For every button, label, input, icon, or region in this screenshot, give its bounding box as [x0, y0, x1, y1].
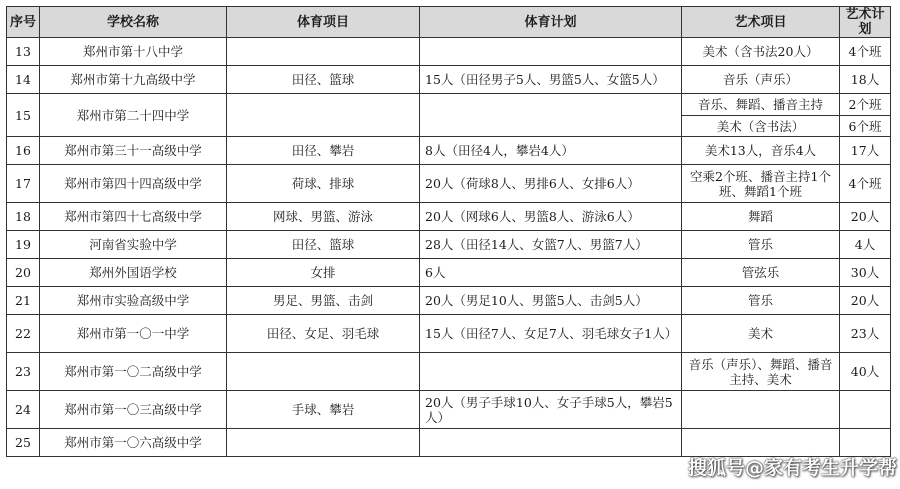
- header-school: 学校名称: [40, 7, 227, 38]
- cell-art-items: 美术（含书法）: [682, 116, 840, 137]
- cell-art-plan: 20人: [840, 203, 891, 231]
- cell-art-plan: 18人: [840, 66, 891, 94]
- cell-sports-items: 男足、男篮、击剑: [227, 287, 420, 315]
- cell-sports-items: 网球、男篮、游泳: [227, 203, 420, 231]
- cell-sports-plan: [420, 353, 682, 391]
- table-row: [7, 259, 891, 287]
- header-art-plan: 艺术计划: [840, 7, 891, 38]
- cell-sports-items: 荷球、排球: [227, 165, 420, 203]
- cell-school: 郑州外国语学校: [40, 259, 227, 287]
- cell-art-plan: 40人: [840, 353, 891, 391]
- cell-art-items: 管乐: [682, 231, 840, 259]
- cell-art-plan: 23人: [840, 315, 891, 353]
- cell-no: 22: [7, 315, 40, 353]
- table-row: [7, 203, 891, 231]
- cell-art-plan: [840, 391, 891, 429]
- cell-art-plan: 4人: [840, 231, 891, 259]
- cell-sports-plan: 15人（田径男子5人、男篮5人、女篮5人）: [420, 66, 682, 94]
- cell-art-items: 空乘2个班、播音主持1个班、舞蹈1个班: [682, 165, 840, 203]
- cell-art-items: 音乐（声乐）、舞蹈、播音主持、美术: [682, 353, 840, 391]
- cell-school: 郑州市第三十一高级中学: [40, 137, 227, 165]
- cell-school: 郑州市第二十四中学: [40, 94, 227, 137]
- cell-sports-plan: 15人（田径7人、女足7人、羽毛球女子1人）: [420, 315, 682, 353]
- cell-no: 25: [7, 429, 40, 457]
- cell-school: 郑州市第四十四高级中学: [40, 165, 227, 203]
- table-row: [7, 315, 891, 353]
- cell-school: 郑州市第一〇一中学: [40, 315, 227, 353]
- cell-sports-plan: 20人（男足10人、男篮5人、击剑5人）: [420, 287, 682, 315]
- header-no: 序号: [7, 7, 40, 38]
- cell-art-items: 管弦乐: [682, 259, 840, 287]
- cell-sports-items: 手球、攀岩: [227, 391, 420, 429]
- cell-no: 19: [7, 231, 40, 259]
- table-row: [7, 287, 891, 315]
- cell-art-plan: 4个班: [840, 38, 891, 66]
- cell-art-items: 美术（含书法20人）: [682, 38, 840, 66]
- cell-no: 16: [7, 137, 40, 165]
- table-row: [7, 231, 891, 259]
- cell-sports-items: 田径、篮球: [227, 231, 420, 259]
- cell-school: 郑州市实验高级中学: [40, 287, 227, 315]
- cell-no: 13: [7, 38, 40, 66]
- cell-art-plan: 2个班: [840, 94, 891, 116]
- cell-sports-plan: 6人: [420, 259, 682, 287]
- cell-school: 郑州市第十九高级中学: [40, 66, 227, 94]
- watermark: 搜狐号@家有考生升学帮: [688, 457, 898, 479]
- cell-sports-items: [227, 38, 420, 66]
- cell-sports-items: 田径、女足、羽毛球: [227, 315, 420, 353]
- table-row: [7, 391, 891, 429]
- cell-no: 24: [7, 391, 40, 429]
- header-sports-plan: 体育计划: [420, 7, 682, 38]
- cell-art-plan: 6个班: [840, 116, 891, 137]
- cell-art-items: 舞蹈: [682, 203, 840, 231]
- cell-no: 14: [7, 66, 40, 94]
- cell-school: 郑州市第一〇三高级中学: [40, 391, 227, 429]
- cell-sports-items: [227, 353, 420, 391]
- cell-sports-plan: 20人（网球6人、男篮8人、游泳6人）: [420, 203, 682, 231]
- cell-sports-plan: 20人（男子手球10人、女子手球5人，攀岩5人）: [420, 391, 682, 429]
- cell-sports-items: 女排: [227, 259, 420, 287]
- cell-sports-plan: [420, 94, 682, 137]
- cell-art-items: 管乐: [682, 287, 840, 315]
- cell-art-plan: 4个班: [840, 165, 891, 203]
- cell-no: 20: [7, 259, 40, 287]
- cell-sports-plan: 28人（田径14人、女篮7人、男篮7人）: [420, 231, 682, 259]
- cell-school: 郑州市第十八中学: [40, 38, 227, 66]
- table-row: [7, 137, 891, 165]
- cell-sports-plan: [420, 429, 682, 457]
- cell-no: 17: [7, 165, 40, 203]
- header-row: [7, 7, 891, 38]
- cell-no: 23: [7, 353, 40, 391]
- table-row: [7, 165, 891, 203]
- cell-sports-items: 田径、篮球: [227, 66, 420, 94]
- cell-art-plan: 20人: [840, 287, 891, 315]
- table-row: [7, 353, 891, 391]
- table-row: [7, 66, 891, 94]
- cell-art-items: 美术: [682, 315, 840, 353]
- header-art-items: 艺术项目: [682, 7, 840, 38]
- cell-sports-items: [227, 94, 420, 137]
- cell-art-items: [682, 391, 840, 429]
- cell-school: 郑州市第四十七高级中学: [40, 203, 227, 231]
- cell-sports-items: [227, 429, 420, 457]
- cell-school: 郑州市第一〇六高级中学: [40, 429, 227, 457]
- cell-no: 15: [7, 94, 40, 137]
- cell-sports-plan: 8人（田径4人，攀岩4人）: [420, 137, 682, 165]
- admissions-table: [6, 6, 891, 457]
- table-row: [7, 38, 891, 66]
- cell-school: 河南省实验中学: [40, 231, 227, 259]
- cell-art-items: 美术13人，音乐4人: [682, 137, 840, 165]
- table-row: [7, 94, 891, 116]
- cell-no: 18: [7, 203, 40, 231]
- cell-art-plan: 30人: [840, 259, 891, 287]
- cell-school: 郑州市第一〇二高级中学: [40, 353, 227, 391]
- cell-no: 21: [7, 287, 40, 315]
- cell-art-items: 音乐（声乐）: [682, 66, 840, 94]
- cell-art-items: 音乐、舞蹈、播音主持: [682, 94, 840, 116]
- cell-sports-plan: [420, 38, 682, 66]
- cell-sports-plan: 20人（荷球8人、男排6人、女排6人）: [420, 165, 682, 203]
- header-sports-items: 体育项目: [227, 7, 420, 38]
- cell-sports-items: 田径、攀岩: [227, 137, 420, 165]
- cell-art-plan: 17人: [840, 137, 891, 165]
